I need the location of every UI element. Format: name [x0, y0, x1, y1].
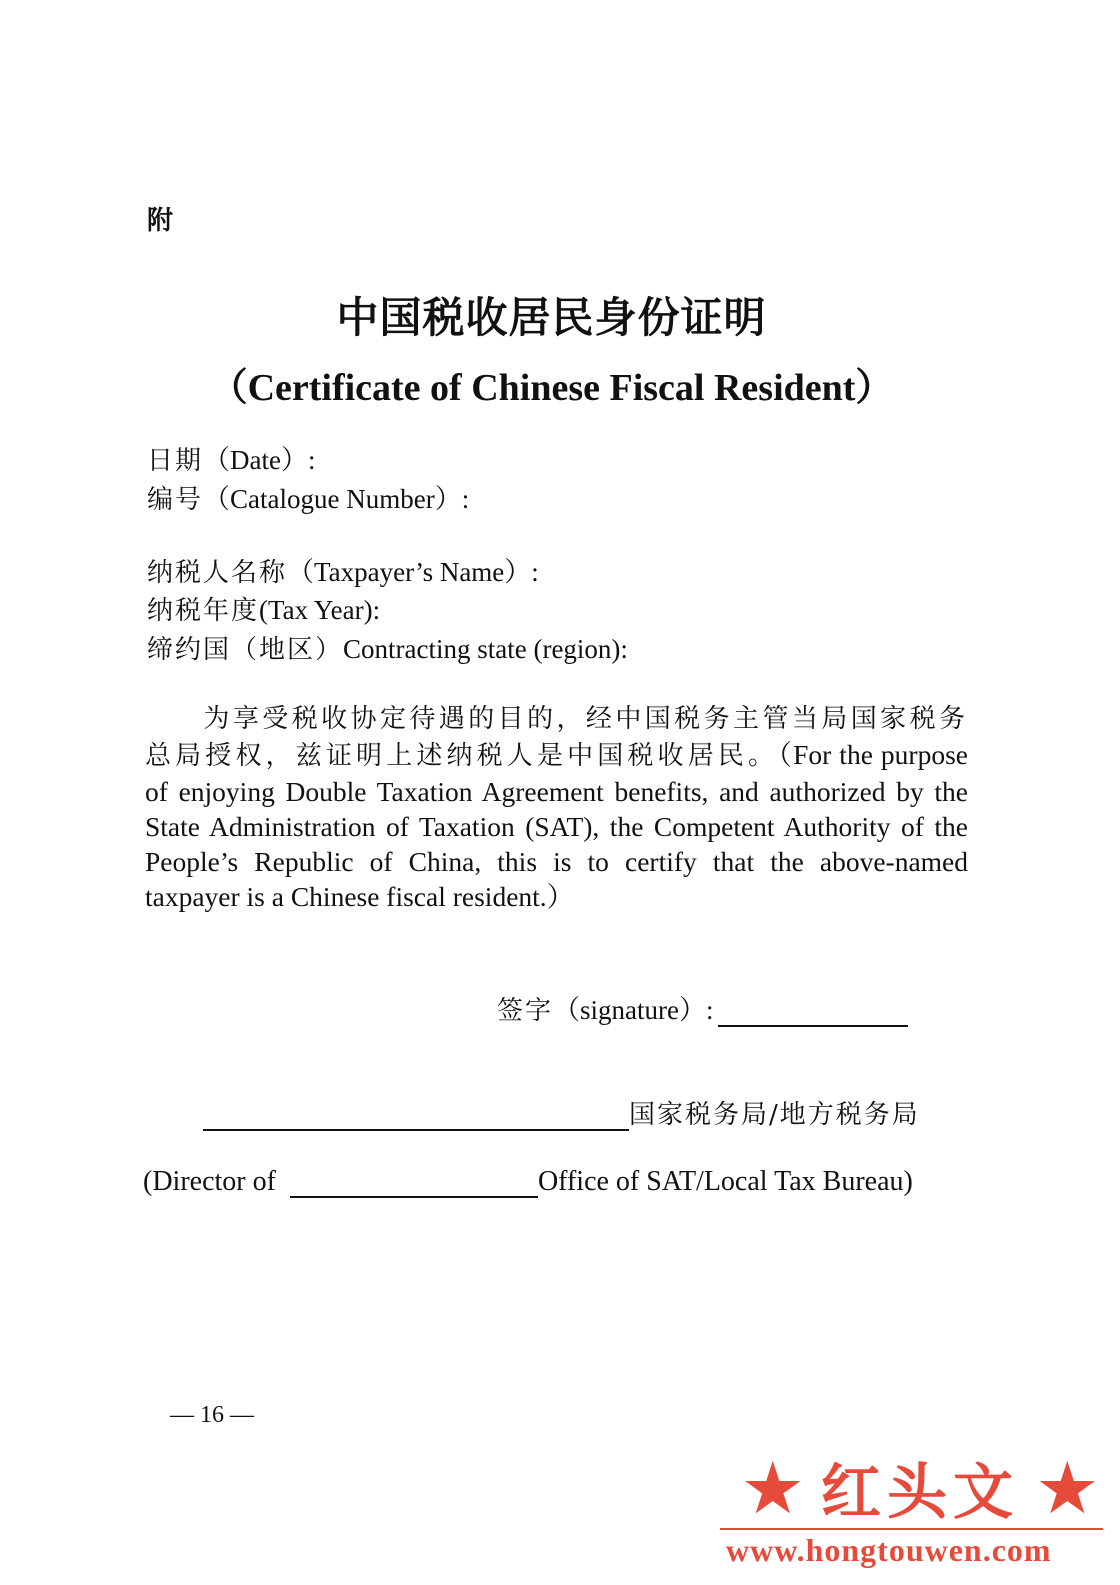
watermark-url: www.hongtouwen.com [726, 1532, 1052, 1568]
tax-year-label-cn: 纳税年度 [147, 596, 260, 626]
director-suffix: Office of SAT/Local Tax Bureau) [537, 1166, 913, 1197]
taxpayer-label-en: （Taxpayer’s Name）: [287, 557, 539, 587]
taxpayer-name-field [147, 554, 539, 591]
certification-paragraph [145, 700, 968, 914]
tax-year-field [147, 592, 380, 629]
date-label-cn: 日期 [147, 446, 204, 476]
contracting-label-en: Contracting state (region): [343, 634, 628, 664]
contracting-label-cn: 缔约国（地区） [147, 635, 344, 665]
tax-year-label-en: (Tax Year): [259, 595, 381, 625]
signature-blank-line [718, 997, 908, 1027]
catalogue-number-field [147, 481, 469, 518]
director-blank-line [290, 1166, 538, 1198]
director-row [143, 1166, 913, 1198]
star-icon: ★ [740, 1446, 805, 1530]
catalogue-label-cn: 编号 [147, 485, 204, 515]
title-english: （Certificate of Chinese Fiscal Resident） [209, 367, 894, 409]
catalogue-label-en: （Catalogue Number）: [203, 484, 470, 514]
title-chinese: 中国税收居民身份证明 [336, 293, 767, 342]
signature-row [497, 988, 908, 1027]
contracting-state-field [147, 631, 628, 668]
paragraph-cn: 为享受税收协定待遇的目的，经中国税务主管当局国家税务总局授权，兹证明上述纳税人是中国税收居民。 [145, 704, 968, 771]
signature-label-en: （signature）: [553, 995, 714, 1025]
watermark-logo [720, 1448, 1120, 1585]
star-icon: ★ [1035, 1446, 1100, 1530]
paragraph-en: （For the purpose of enjoying Double Taxation Agreement benefits, and authorized by the State Administration of Taxation (SAT), the Competent Authority of the People’s Republic of China, this is to certify that the above-named taxpayer is a Chinese fiscal resident.） [145, 739, 968, 912]
date-field [147, 442, 316, 479]
director-prefix: (Director of [143, 1166, 276, 1197]
watermark-text: 红头文 [821, 1458, 1019, 1528]
date-label-en: （Date）: [203, 445, 316, 475]
page-number: — 16 — [170, 1402, 254, 1428]
bureau-row [203, 1094, 920, 1131]
attachment-label: 附 [147, 206, 174, 236]
watermark-divider [720, 1528, 1103, 1530]
signature-label-cn: 签字 [497, 996, 554, 1026]
bureau-label: 国家税务局/地方税务局 [629, 1100, 920, 1130]
bureau-blank-line [203, 1099, 629, 1131]
taxpayer-label-cn: 纳税人名称 [147, 558, 288, 588]
